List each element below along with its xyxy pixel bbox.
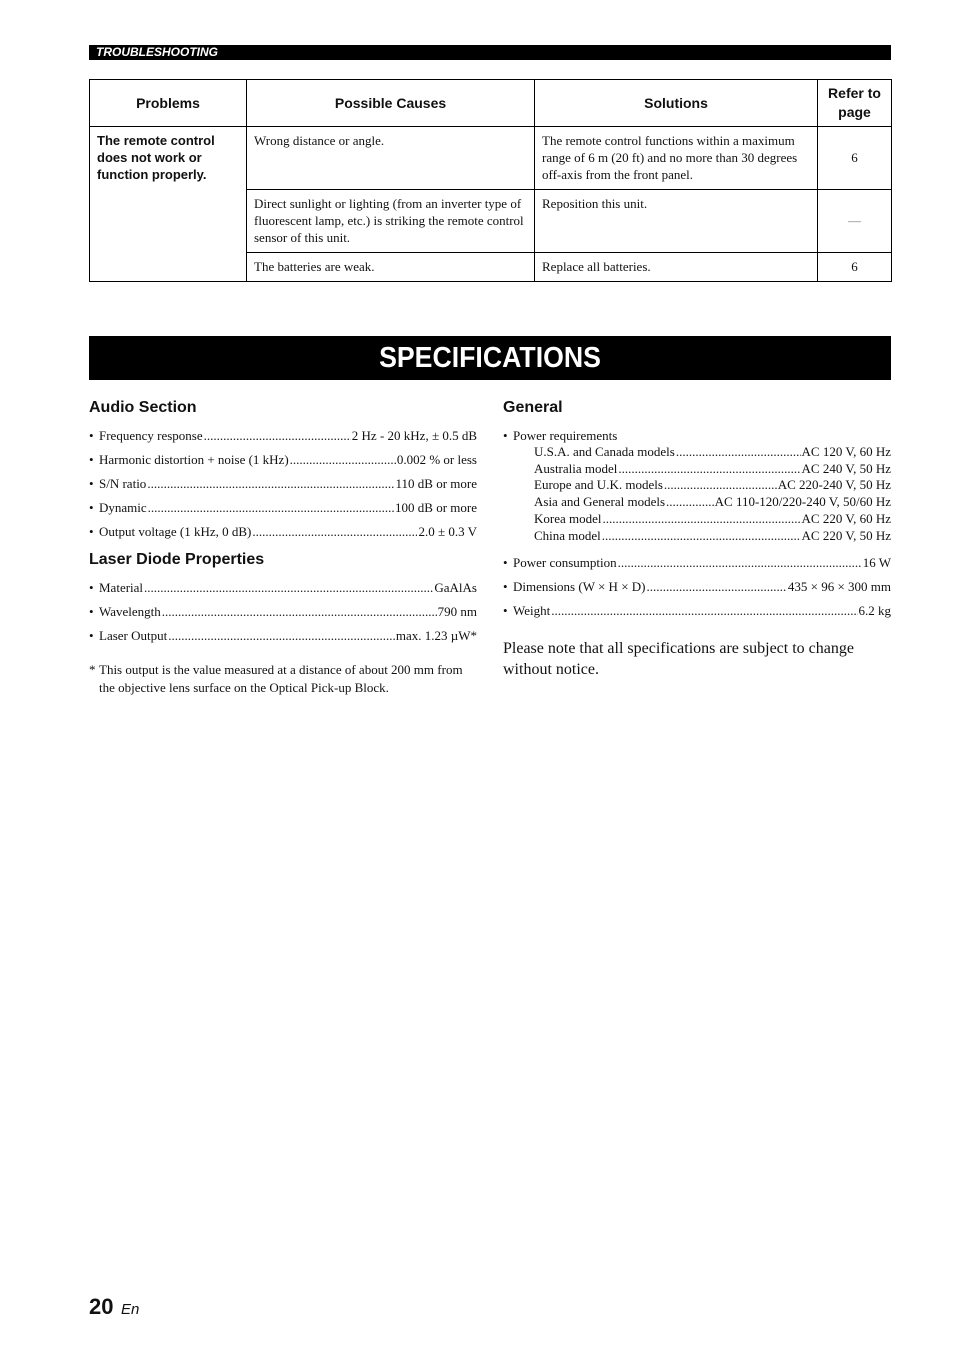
refer-page-cell: 6 <box>818 253 892 282</box>
column-header-solutions: Solutions <box>535 80 818 127</box>
audio-spec-list <box>89 427 477 540</box>
specifications-title-bar <box>89 336 891 380</box>
bullet-icon: • <box>89 628 94 643</box>
general-section-heading: General <box>503 399 563 416</box>
bullet-icon: • <box>89 500 94 515</box>
refer-page-cell: 6 <box>818 127 892 190</box>
list-item: • Dimensions (W × H × D) ..... 435 × 96 × 300 mm <box>503 578 891 595</box>
page-language: En <box>121 1301 140 1318</box>
list-item: Europe and U.K. models ..... AC 220-240 V, 50 Hz <box>503 477 891 494</box>
list-item: China model ..... AC 220 V, 50 Hz <box>503 528 891 545</box>
bullet-icon: • <box>89 452 94 467</box>
specifications-notice: Please note that all specifications are subject to change without notice. <box>503 640 854 679</box>
laser-spec-list <box>89 579 477 644</box>
list-item: • S/N ratio ..... 110 dB or more <box>89 475 477 492</box>
column-header-causes: Possible Causes <box>247 80 535 127</box>
laser-footnote: * This output is the value measured at a distance of about 200 mm from the objective lens surface on the Optical Pick-up Block. <box>89 662 463 695</box>
page-number: 20 <box>89 1294 114 1319</box>
bullet-icon: • <box>89 524 94 539</box>
list-item: • Dynamic ..... 100 dB or more <box>89 499 477 516</box>
bullet-icon: • <box>89 580 94 595</box>
list-item: Korea model ..... AC 220 V, 60 Hz <box>503 511 891 528</box>
section-header-label: TROUBLESHOOTING <box>96 45 218 59</box>
general-spec-list-2 <box>503 554 891 619</box>
table-header-row <box>90 80 892 127</box>
list-item: • Harmonic distortion + noise (1 kHz) ..... 0.002 % or less <box>89 451 477 468</box>
list-item: U.S.A. and Canada models ..... AC 120 V, 60 Hz <box>503 444 891 461</box>
troubleshooting-table <box>89 79 892 282</box>
list-item: • Wavelength ..... 790 nm <box>89 603 477 620</box>
left-spec-column <box>89 398 477 697</box>
bullet-icon: • <box>503 555 508 571</box>
solution-cell: Reposition this unit. <box>535 190 818 253</box>
right-spec-column <box>503 398 891 680</box>
bullet-icon: • <box>503 428 508 443</box>
asterisk-icon: * <box>89 662 96 677</box>
list-item: • Frequency response ..... 2 Hz - 20 kHz, ± 0.5 dB <box>89 427 477 444</box>
table-row <box>90 127 892 190</box>
list-item: • Power consumption ..... 16 W <box>503 554 891 571</box>
column-header-refer-page: Refer to page <box>818 80 892 127</box>
list-item: Asia and General models ..... AC 110-120/220-240 V, 50/60 Hz <box>503 494 891 511</box>
problem-cell: The remote control does not work or function properly. <box>90 127 247 282</box>
cause-cell: Wrong distance or angle. <box>247 127 535 190</box>
bullet-icon: • <box>89 428 94 443</box>
solution-cell: The remote control functions within a maximum range of 6 m (20 ft) and no more than 30 degrees off-axis from the front panel. <box>535 127 818 190</box>
laser-section-heading: Laser Diode Properties <box>89 551 265 568</box>
audio-section-heading: Audio Section <box>89 399 197 416</box>
list-item: • Power requirements <box>503 428 618 443</box>
list-item: • Material ..... GaAlAs <box>89 579 477 596</box>
cause-cell: The batteries are weak. <box>247 253 535 282</box>
general-spec-list <box>503 427 891 444</box>
list-item: Australia model ..... AC 240 V, 50 Hz <box>503 461 891 478</box>
list-item: • Laser Output ..... max. 1.23 µW* <box>89 627 477 644</box>
list-item: • Output voltage (1 kHz, 0 dB) ..... 2.0 ± 0.3 V <box>89 523 477 540</box>
section-header-bar <box>89 45 891 60</box>
specifications-title: SPECIFICATIONS <box>379 342 601 374</box>
solution-cell: Replace all batteries. <box>535 253 818 282</box>
bullet-icon: • <box>89 476 94 491</box>
bullet-icon: • <box>503 603 508 619</box>
refer-page-cell: — <box>818 190 892 253</box>
cause-cell: Direct sunlight or lighting (from an inverter type of fluorescent lamp, etc.) is striking the remote control sensor of this unit. <box>247 190 535 253</box>
column-header-problems: Problems <box>90 80 247 127</box>
bullet-icon: • <box>89 604 94 619</box>
bullet-icon: • <box>503 579 508 595</box>
list-item: • Weight ..... 6.2 kg <box>503 602 891 619</box>
power-requirements-list <box>503 444 891 544</box>
